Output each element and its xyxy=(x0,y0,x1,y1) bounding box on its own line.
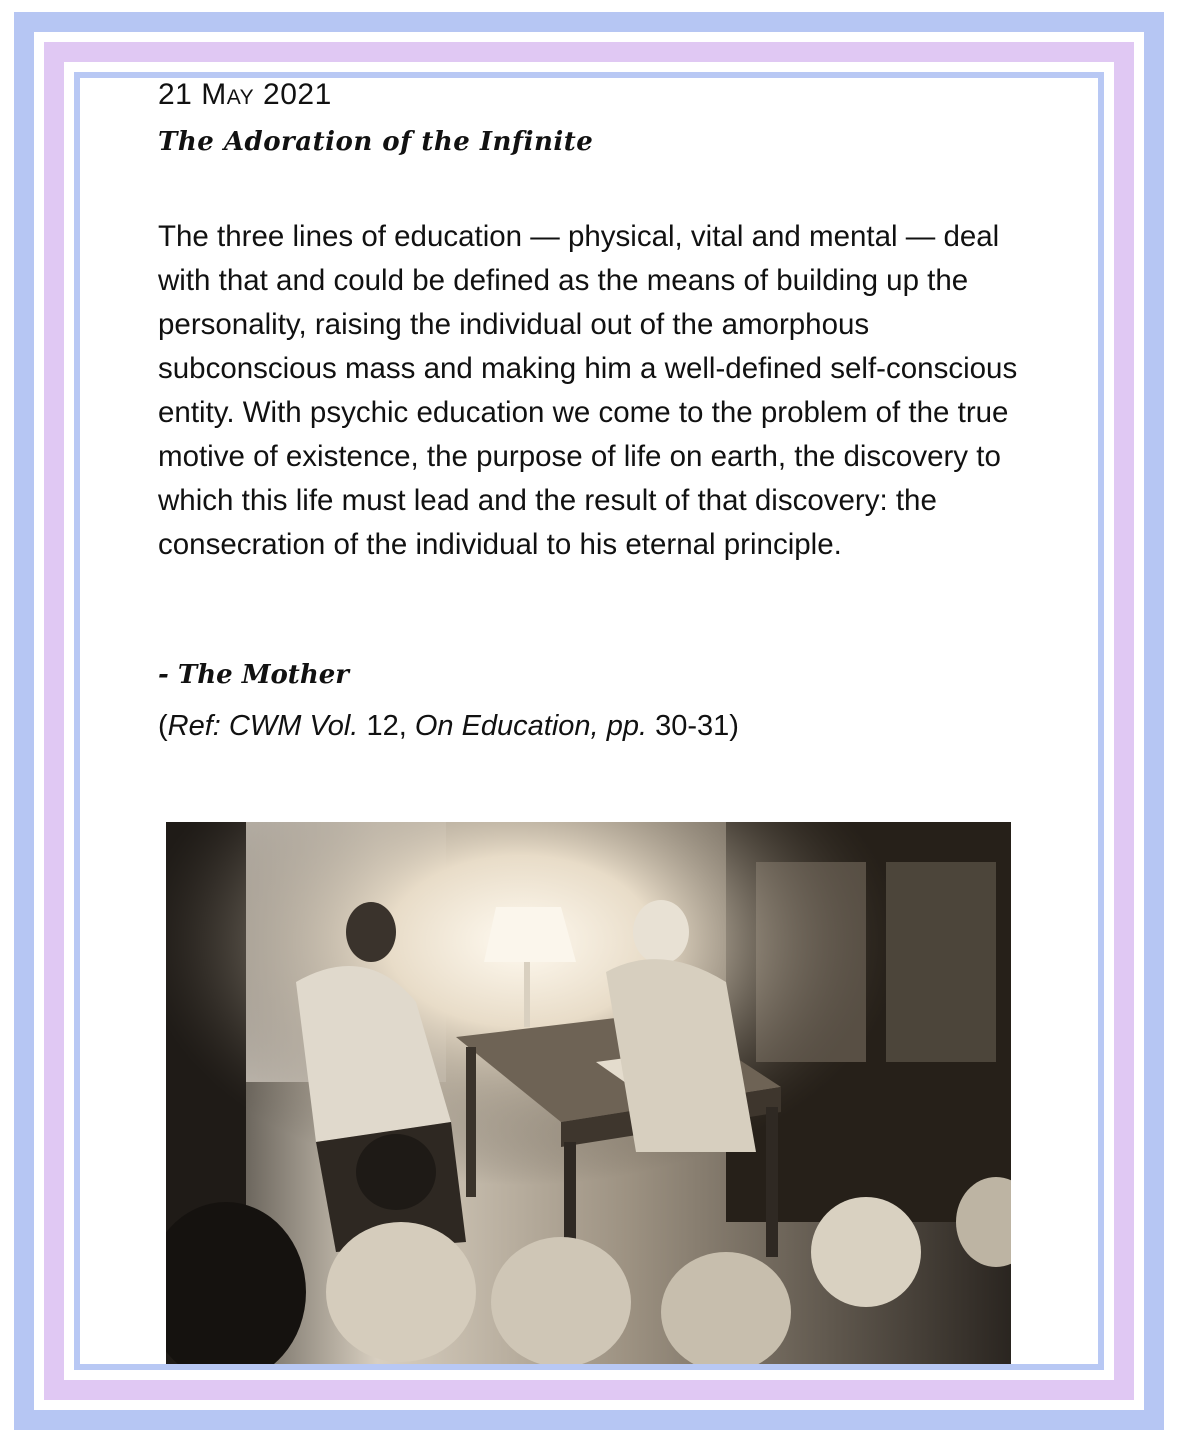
ref-title: On Education, xyxy=(414,710,599,742)
photo-illustration xyxy=(166,822,1011,1364)
ref-pages: 30-31) xyxy=(655,710,739,742)
date-line xyxy=(158,78,332,112)
ref-series: CWM xyxy=(228,710,302,742)
ref-label: Ref: xyxy=(167,710,221,742)
ref-open: ( xyxy=(158,710,168,742)
page-subtitle: The Adoration of the Infinite xyxy=(158,127,594,157)
ref-vol-label: Vol. xyxy=(309,710,359,742)
ref-pages-label: pp. xyxy=(606,710,648,742)
reference-line xyxy=(158,710,739,743)
date-year: 2021 xyxy=(263,78,332,111)
ref-vol: 12, xyxy=(366,710,407,742)
quote-text: The three lines of education — physical, vital and mental — deal with that and could be defined as the means of building up the personality, raising the individual out of the amorphous subconscious mass and making him a well-defined self-conscious entity. With psychic education we come to the problem of the true motive of existence, the purpose of life on earth, the discovery to which this life must lead and the result of that discovery: the consecration of the individual to his eternal principle. xyxy=(158,220,1018,561)
date-day: 21 xyxy=(158,78,193,111)
date-month: May xyxy=(201,78,255,111)
quote-author: - The Mother xyxy=(158,660,349,690)
sepia-photograph xyxy=(166,822,1011,1364)
